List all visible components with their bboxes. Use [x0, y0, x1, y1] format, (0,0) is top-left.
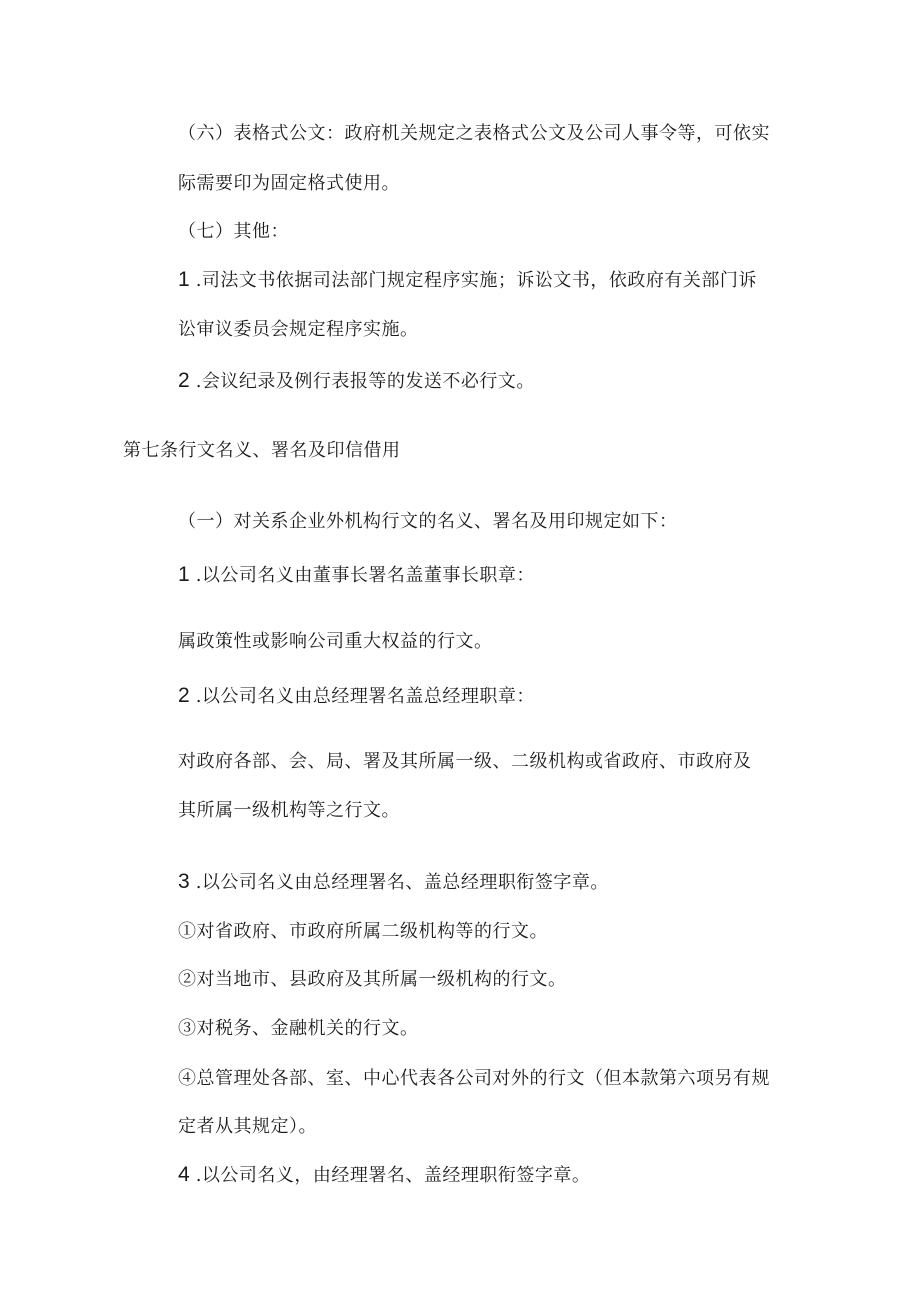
rule-1-scope: 属政策性或影响公司重大权益的行文。 [178, 631, 493, 652]
item-number: 2 [178, 369, 194, 392]
item-2-meeting-records: 2 .会议纪录及例行表报等的发送不必行文。 [178, 369, 535, 392]
rule-2-scope-line-2: 其所属一级机构等之行文。 [178, 800, 400, 821]
rule-2-general-manager: 2 .以公司名义由总经理署名盖总经理职章： [178, 684, 535, 707]
rule-3-sub-1: ①对省政府、市政府所属二级机构等的行文。 [178, 921, 548, 942]
rule-3-sub-2: ②对当地市、县政府及其所属一级机构的行文。 [178, 969, 567, 990]
clause-7-other-heading: （七）其他： [178, 221, 289, 242]
item-1-judicial-line-2: 讼审议委员会规定程序实施。 [178, 319, 419, 340]
rule-2-scope-line-1: 对政府各部、会、局、署及其所属一级、二级机构或省政府、市政府及 [178, 751, 752, 772]
item-number: 2 [178, 684, 194, 707]
article-7-heading: 第七条行文名义、署名及印信借用 [123, 440, 401, 461]
item-1-judicial-line-1: 1 .司法文书依据司法部门规定程序实施；诉讼文书，依政府有关部门诉 [178, 268, 757, 291]
clause-6-table-format-line-2: 际需要印为固定格式使用。 [178, 173, 400, 194]
rule-3-general-manager-signature: 3 .以公司名义由总经理署名、盖总经理职衔签字章。 [178, 870, 609, 893]
rule-1-chairman: 1 .以公司名义由董事长署名盖董事长职章： [178, 563, 535, 586]
item-number: 1 [178, 563, 194, 586]
item-number: 4 [178, 1163, 194, 1186]
item-number: 3 [178, 870, 194, 893]
rule-3-sub-4-line-1: ④总管理处各部、室、中心代表各公司对外的行文（但本款第六项另有规 [178, 1068, 770, 1089]
rule-3-sub-3: ③对税务、金融机关的行文。 [178, 1018, 419, 1039]
item-number: 1 [178, 268, 194, 291]
rule-3-sub-4-line-2: 定者从其规定）。 [178, 1116, 317, 1137]
rule-4-manager-signature: 4 .以公司名义，由经理署名、盖经理职衔签字章。 [178, 1163, 591, 1186]
clause-6-table-format-line-1: （六）表格式公文：政府机关规定之表格式公文及公司人事令等，可依实 [178, 123, 770, 144]
section-1-external-heading: （一）对关系企业外机构行文的名义、署名及用印规定如下： [178, 511, 678, 532]
